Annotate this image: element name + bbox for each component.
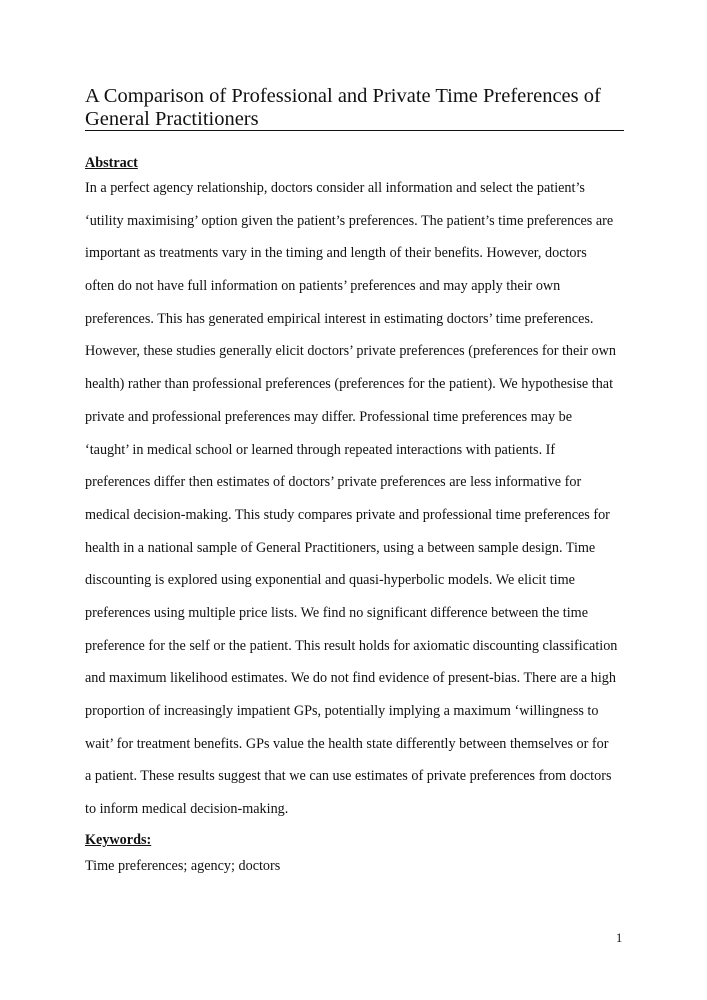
abstract-body [85,172,630,826]
abstract-line: proportion of increasingly impatient GPs, potentially implying a maximum ‘willingness to [85,703,599,719]
abstract-line: However, these studies generally elicit doctors’ private preferences (preferences for their own [85,343,616,360]
paper-title [85,85,625,131]
page-number: 1 [616,931,623,945]
abstract-line: preference for the self or the patient. This result holds for axiomatic discounting classification [85,637,618,654]
paper-title-line-2: General Practitioners [85,108,259,130]
abstract-line: preferences using multiple price lists. We find no significant difference between the time [85,604,589,621]
keywords-text: Time preferences; agency; doctors [85,858,281,874]
abstract-line: and maximum likelihood estimates. We do not find evidence of present-bias. There are a high [85,670,616,687]
abstract-line: private and professional preferences may differ. Professional time preferences may be [85,408,573,425]
abstract-line: In a perfect agency relationship, doctors consider all information and select the patient’s [85,180,585,196]
abstract-line: medical decision-making. This study compares private and professional time preferences for [85,506,610,523]
abstract-line: a patient. These results suggest that we can use estimates of private preferences from doctors [85,768,612,785]
abstract-line: preferences differ then estimates of doctors’ private preferences are less informative for [85,474,582,491]
abstract-heading: Abstract [85,155,138,171]
keywords-heading: Keywords: [85,832,152,848]
abstract-line: wait’ for treatment benefits. GPs value the health state differently between themselves or for [85,735,609,752]
abstract-line: ‘taught’ in medical school or learned through repeated interactions with patients. If [85,441,556,458]
abstract-line: important as treatments vary in the timing and length of their benefits. However, doctors [85,245,587,262]
abstract-line: health in a national sample of General Practitioners, using a between sample design. Time [85,539,596,556]
abstract-line: discounting is explored using exponential and quasi-hyperbolic models. We elicit time [85,572,575,589]
paper-title-line-1: A Comparison of Professional and Private Time Preferences of [85,85,601,107]
abstract-line: ‘utility maximising’ option given the patient’s preferences. The patient’s time preferences are [85,212,614,229]
abstract-line: to inform medical decision-making. [85,801,289,818]
abstract-line: preferences. This has generated empirical interest in estimating doctors’ time preferences. [85,310,594,327]
abstract-line: health) rather than professional preferences (preferences for the patient). We hypothesise that [85,376,614,393]
abstract-line: often do not have full information on patients’ preferences and may apply their own [85,278,561,295]
title-divider [85,130,624,131]
